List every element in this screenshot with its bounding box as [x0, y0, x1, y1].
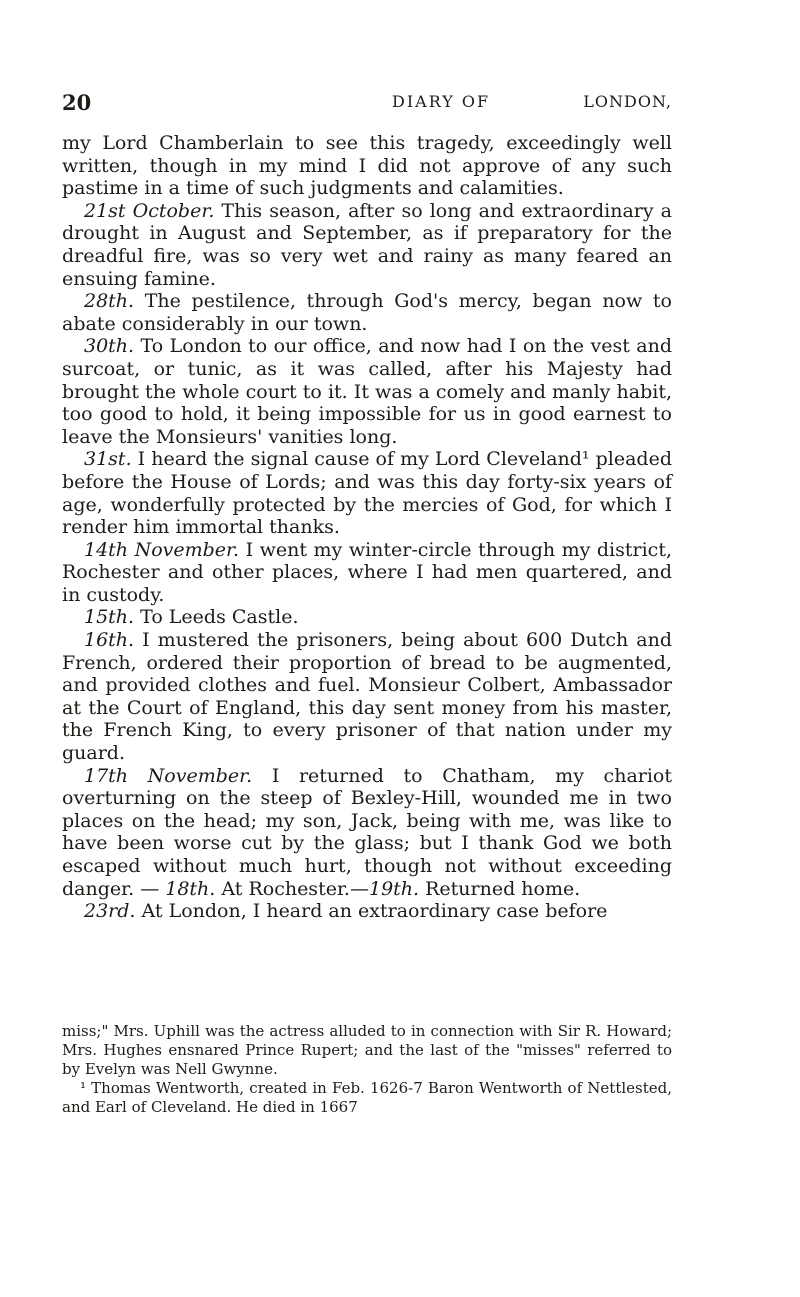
entry-text: To Leeds Castle.	[134, 606, 299, 629]
entry-text: The pestilence, through God's mercy, began now to abate considerably in our town.	[62, 290, 672, 335]
entry-text: Returned home.	[419, 877, 581, 900]
entry-17-november	[62, 765, 672, 901]
entry-text: At London, I heard an extraordinary case before	[135, 900, 608, 923]
entry-31	[62, 448, 672, 538]
running-title: DIARY OF	[392, 92, 491, 111]
entry-text: At Rochester.—	[215, 877, 369, 900]
entry-30	[62, 335, 672, 448]
entry-date: 15th.	[84, 606, 135, 629]
entry-text: This season, after so long and extraordinary a drought in August and September, as if preparatory for the dreadful fire, was so very wet and rainy as many feared an ensuing famine.	[62, 199, 672, 290]
entry-date: 16th.	[84, 629, 135, 652]
paragraph-continued: my Lord Chamberlain to see this tragedy, exceedingly well written, though in my mind I did not approve of any such pastime in a time of such judgments and calamities.	[62, 132, 672, 200]
entry-date: 19th.	[368, 877, 420, 900]
entry-text: I heard the signal cause of my Lord Cleveland¹ pleaded before the House of Lords; and was this day forty-six years of age, wonderfully protected by the mercies of God, for which I render him immortal thanks.	[62, 448, 672, 539]
diary-body	[62, 132, 672, 923]
entry-date: 18th.	[165, 877, 216, 900]
entry-date: 23rd.	[84, 900, 136, 923]
entry-date: 30th.	[84, 335, 135, 358]
entry-28	[62, 290, 672, 335]
entry-text: I mustered the prisoners, being about 600 Dutch and French, ordered their proportion of bread to be augmented, and provided clothes and fuel. Monsieur Colbert, Ambassador at the Court of England, this day sent money from his master, the French King, to every prisoner of that nation under my guard.	[62, 629, 672, 765]
entry-21-october	[62, 200, 672, 290]
page-number: 20	[62, 90, 92, 115]
footnote-continued: miss;" Mrs. Uphill was the actress alluded to in connection with Sir R. Howard; Mrs. Hughes ensnared Prince Rupert; and the last of the "misses" referred to by Evelyn was Nell Gwynne.	[62, 1022, 672, 1078]
entry-14-november	[62, 539, 672, 607]
footnotes	[62, 1022, 672, 1117]
page-header	[62, 90, 672, 120]
entry-date: 17th November.	[84, 764, 253, 787]
entry-text: I went my winter-circle through my district, Rochester and other places, where I had men quartered, and in custody.	[62, 538, 672, 606]
footnote-1: ¹ Thomas Wentworth, created in Feb. 1626-7 Baron Wentworth of Nettlested, and Earl of Cleveland. He died in 1667	[62, 1079, 672, 1116]
entry-text: I returned to Chatham, my chariot overturning on the steep of Bexley-Hill, wounded me in two places on the head; my son, Jack, being with me, was like to have been worse cut by the glass; but I thank God we both escaped without much hurt, though not without exceeding danger. —	[62, 764, 672, 900]
entry-date: 28th.	[84, 290, 135, 313]
entry-date: 31st.	[84, 448, 132, 471]
running-place: LONDON,	[583, 92, 672, 111]
entry-date: 14th November.	[84, 538, 240, 561]
entry-text: To London to our office, and now had I on the vest and surcoat, or tunic, as it was called, after his Majesty had brought the whole court to it. It was a comely and manly habit, too good to hold, it being impossible for us in good earnest to leave the Monsieurs' vanities long.	[62, 335, 672, 448]
entry-date: 21st October.	[84, 199, 215, 222]
entry-15	[62, 606, 672, 629]
entry-16	[62, 629, 672, 765]
entry-23	[62, 900, 672, 923]
